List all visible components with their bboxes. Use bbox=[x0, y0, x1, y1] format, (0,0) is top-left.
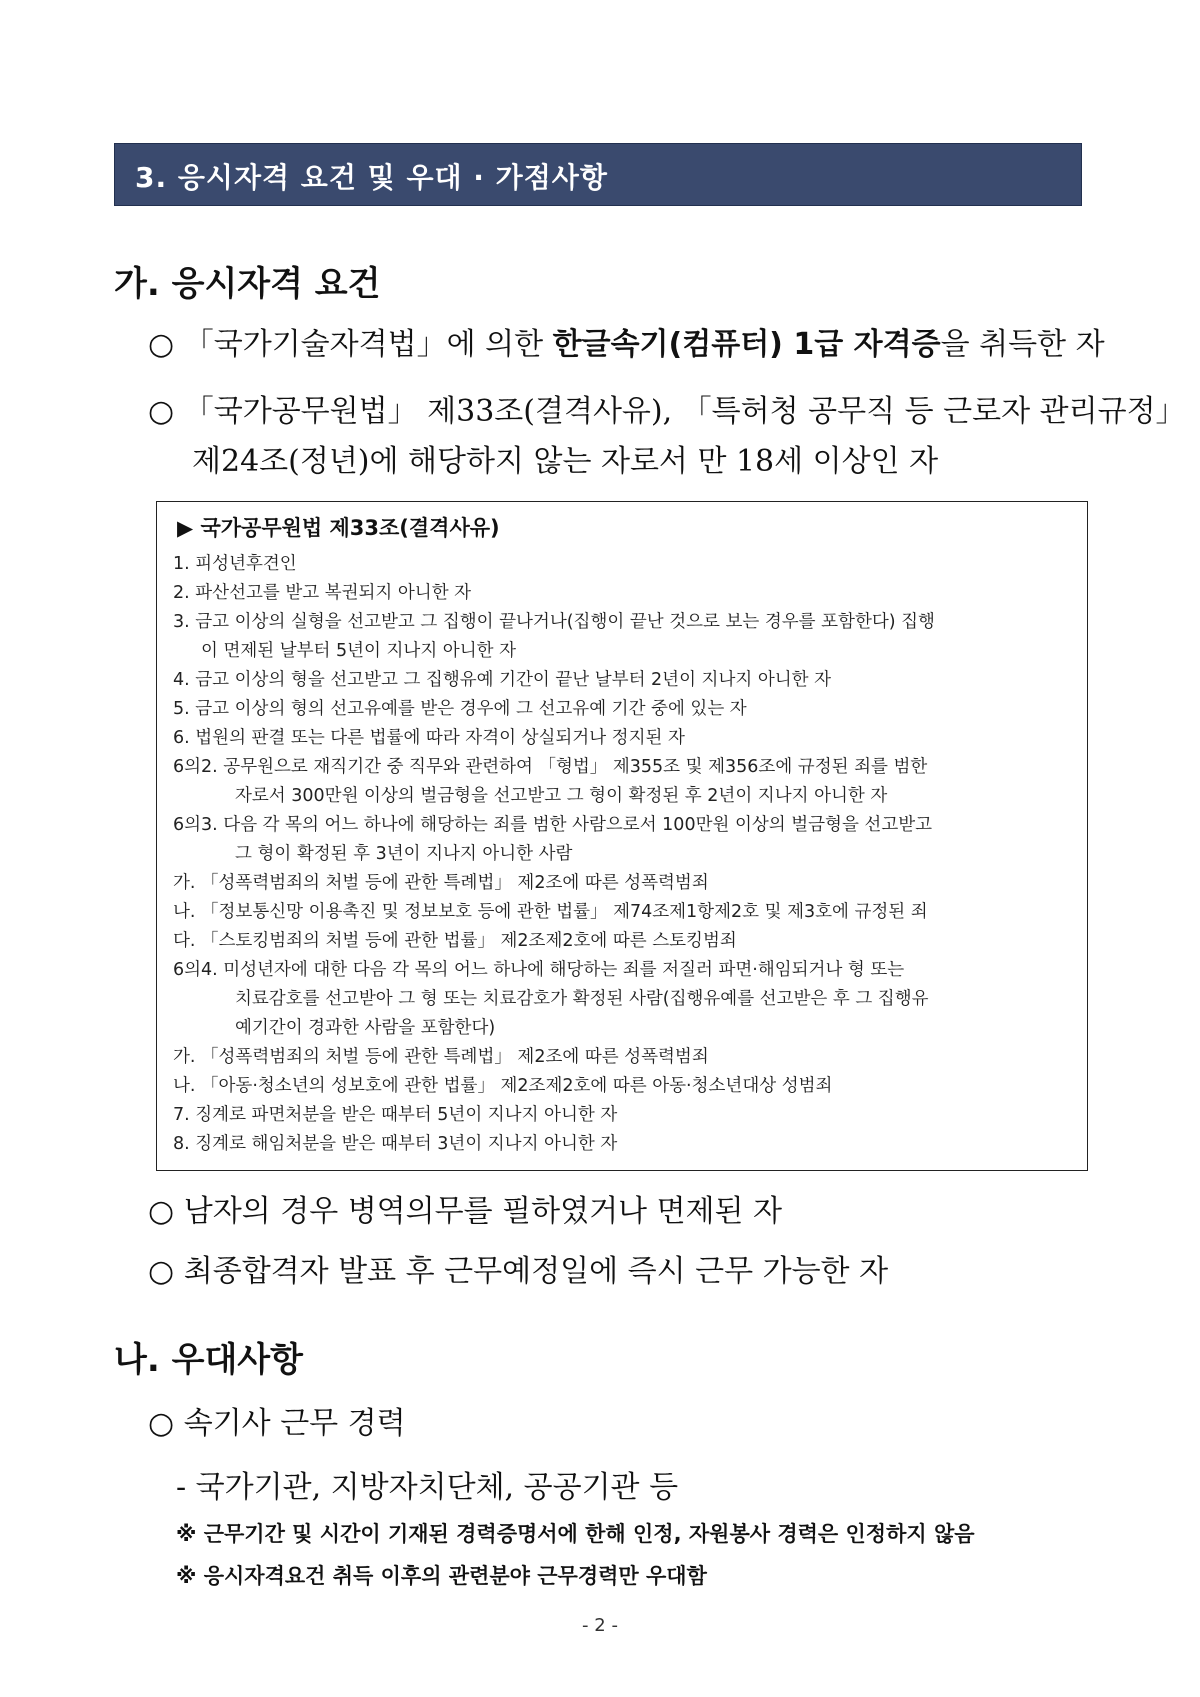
law-line: 자로서 300만원 이상의 벌금형을 선고받고 그 형이 확정된 후 2년이 지나지 아니한 자 bbox=[235, 786, 888, 806]
law-line: 3. 금고 이상의 실형을 선고받고 그 집행이 끝나거나(집행이 끝난 것으로 보는 경우를 포함한다) 집행 bbox=[173, 612, 935, 632]
section-a-title: 가. 응시자격 요건 bbox=[114, 264, 381, 304]
section-b-title: 나. 우대사항 bbox=[114, 1340, 303, 1380]
law-line: 그 형이 확정된 후 3년이 지나지 아니한 사람 bbox=[235, 844, 573, 864]
law-line: 1. 피성년후견인 bbox=[173, 554, 297, 574]
law-line: 6. 법원의 판결 또는 다른 법률에 따라 자격이 상실되거나 정지된 자 bbox=[173, 728, 685, 748]
note-career-preference: ※ 응시자격요건 취득 이후의 관련분야 근무경력만 우대함 bbox=[176, 1564, 707, 1588]
bullet-immediate-work bbox=[148, 1252, 888, 1292]
law-box-title: ▶ 국가공무원법 제33조(결격사유) bbox=[177, 516, 500, 540]
bullet-certificate-bold: 한글속기(컴퓨터) 1급 자격증 bbox=[552, 327, 941, 362]
law-line: 6의3. 다음 각 목의 어느 하나에 해당하는 죄를 범한 사람으로서 100만원 이상의 벌금형을 선고받고 bbox=[173, 815, 933, 835]
bullet-immediate-work-text: 최종합격자 발표 후 근무예정일에 즉시 근무 가능한 자 bbox=[183, 1254, 889, 1289]
section-header-bar bbox=[114, 143, 1082, 206]
law-line: 다. 「스토킹범죄의 처벌 등에 관한 법률」 제2조제2호에 따른 스토킹범죄 bbox=[173, 931, 737, 951]
law-line: 가. 「성폭력범죄의 처벌 등에 관한 특례법」 제2조에 따른 성폭력범죄 bbox=[173, 873, 709, 893]
law-line: 가. 「성폭력범죄의 처벌 등에 관한 특례법」 제2조에 따른 성폭력범죄 bbox=[173, 1047, 709, 1067]
law-line: 5. 금고 이상의 형의 선고유예를 받은 경우에 그 선고유예 기간 중에 있는 자 bbox=[173, 699, 747, 719]
bullet-mark: ○ bbox=[148, 327, 175, 362]
law-line: 2. 파산선고를 받고 복권되지 아니한 자 bbox=[173, 583, 472, 603]
bullet-disqualification-line2: 제24조(정년)에 해당하지 않는 자로서 만 18세 이상인 자 bbox=[192, 444, 939, 479]
law-line: 나. 「아동·청소년의 성보호에 관한 법률」 제2조제2호에 따른 아동·청소년대상 성범죄 bbox=[173, 1076, 833, 1096]
bullet-mark: ○ bbox=[148, 1254, 175, 1289]
bullet-mark: ○ bbox=[148, 1194, 175, 1229]
career-detail: - 국가기관, 지방자치단체, 공공기관 등 bbox=[176, 1470, 679, 1505]
bullet-military-text: 남자의 경우 병역의무를 필하였거나 면제된 자 bbox=[183, 1194, 783, 1229]
law-line: 예기간이 경과한 사람을 포함한다) bbox=[235, 1018, 496, 1038]
law-line: 7. 징계로 파면처분을 받은 때부터 5년이 지나지 아니한 자 bbox=[173, 1105, 618, 1125]
law-excerpt-box bbox=[156, 501, 1088, 1171]
law-line: 6의2. 공무원으로 재직기간 중 직무와 관련하여 「형법」 제355조 및 제356조에 규정된 죄를 범한 bbox=[173, 757, 928, 777]
law-line: 6의4. 미성년자에 대한 다음 각 목의 어느 하나에 해당하는 죄를 저질러 파면·해임되거나 형 또는 bbox=[173, 960, 905, 980]
bullet-mark: ○ bbox=[148, 394, 175, 429]
bullet-military bbox=[148, 1192, 782, 1232]
bullet-stenographer-career: ○ 속기사 근무 경력 bbox=[148, 1406, 406, 1441]
bullet-disqualification-line1: 「국가공무원법」 제33조(결격사유), 「특허청 공무직 등 근로자 관리규정」 bbox=[183, 394, 1186, 429]
law-line: 8. 징계로 해임처분을 받은 때부터 3년이 지나지 아니한 자 bbox=[173, 1134, 618, 1154]
page-number: - 2 - bbox=[582, 1615, 618, 1636]
note-career-certificate: ※ 근무기간 및 시간이 기재된 경력증명서에 한해 인정, 자원봉사 경력은 인정하지 않음 bbox=[176, 1522, 975, 1546]
bullet-disqualification bbox=[148, 392, 1186, 432]
law-line: 나. 「정보통신망 이용촉진 및 정보보호 등에 관한 법률」 제74조제1항제2호 및 제3호에 규정된 죄 bbox=[173, 902, 928, 922]
bullet-certificate bbox=[148, 325, 1105, 365]
bullet-certificate-pre: 「국가기술자격법」에 의한 bbox=[183, 327, 553, 362]
law-line: 이 면제된 날부터 5년이 지나지 아니한 자 bbox=[201, 641, 516, 661]
law-line: 치료감호를 선고받아 그 형 또는 치료감호가 확정된 사람(집행유예를 선고받은 후 그 집행유 bbox=[235, 989, 929, 1009]
law-line: 4. 금고 이상의 형을 선고받고 그 집행유예 기간이 끝난 날부터 2년이 지나지 아니한 자 bbox=[173, 670, 832, 690]
bullet-certificate-post: 을 취득한 자 bbox=[940, 327, 1105, 362]
section-header-title: 3. 응시자격 요건 및 우대 · 가점사항 bbox=[135, 161, 608, 194]
